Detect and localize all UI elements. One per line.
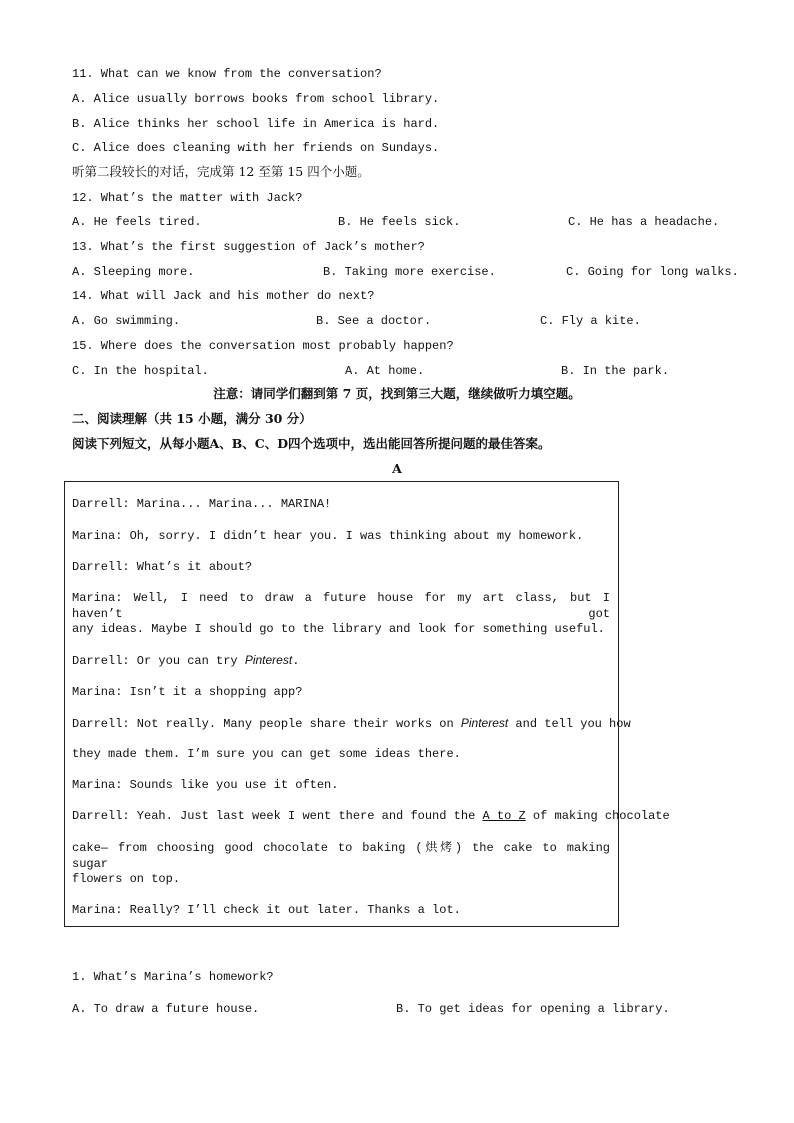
- notice-text: 注意：请同学们翻到第 7 页，找到第三大题，继续做听力填空题。: [213, 386, 581, 401]
- pinterest-italic: Pinterest: [244, 653, 293, 667]
- option-13c: C. Going for long walks.: [566, 265, 739, 279]
- reading-instruction: 阅读下列短文，从每小题A、B、C、D四个选项中，选出能回答所提问题的最佳答案。: [72, 436, 551, 451]
- passage-label: A: [392, 461, 402, 476]
- dialogue-line: [72, 652, 299, 669]
- option-12c: C. He has a headache.: [568, 215, 720, 229]
- option-13a: A. Sleeping more.: [72, 265, 195, 279]
- option-12a: A. He feels tired.: [72, 215, 202, 229]
- option-11b: B. Alice thinks her school life in America is hard.: [72, 117, 440, 131]
- question-13: 13. What’s the first suggestion of Jack’s mother?: [72, 240, 425, 254]
- dialogue-line: Marina: Isn’t it a shopping app?: [72, 685, 303, 699]
- dialogue-line: Marina: Well, I need to draw a future house for my art class, but I haven’t got: [72, 591, 610, 621]
- reading-heading: 二、阅读理解（共 15 小题，满分 30 分）: [72, 411, 312, 426]
- question-11: 11. What can we know from the conversation?: [72, 67, 382, 81]
- question-14: 14. What will Jack and his mother do next?: [72, 289, 375, 303]
- pinterest-italic: Pinterest: [460, 716, 509, 730]
- option-1b: B. To get ideas for opening a library.: [396, 1002, 670, 1016]
- option-14a: A. Go swimming.: [72, 314, 181, 328]
- dialogue-text: Darrell: Or you can try: [72, 654, 245, 668]
- dialogue-text: Darrell: Yeah. Just last week I went there and found the: [72, 809, 483, 823]
- option-15b: B. In the park.: [561, 364, 670, 378]
- option-14b: B. See a doctor.: [316, 314, 432, 328]
- option-15a: A. At home.: [345, 364, 425, 378]
- dialogue-text: .: [292, 654, 300, 668]
- option-14c: C. Fly a kite.: [540, 314, 641, 328]
- dialogue-line: [72, 715, 631, 732]
- dialogue-line: cake— from choosing good chocolate to baking (烘烤) the cake to making sugar: [72, 841, 610, 871]
- dialogue-text: of making chocolate: [525, 809, 670, 823]
- dialogue-line: Darrell: Marina... Marina... MARINA!: [72, 497, 332, 511]
- dialogue-box: [64, 481, 670, 927]
- dialogue-line: they made them. I’m sure you can get some ideas there.: [72, 747, 461, 761]
- question-15: 15. Where does the conversation most probably happen?: [72, 339, 454, 353]
- option-12b: B. He feels sick.: [338, 215, 461, 229]
- option-11a: A. Alice usually borrows books from school library.: [72, 92, 440, 106]
- underlined-phrase: A to Z: [482, 809, 526, 823]
- question-1: 1. What’s Marina’s homework?: [72, 970, 274, 984]
- dialogue-line: [72, 808, 670, 824]
- dialogue-text: and tell you how: [508, 717, 631, 731]
- option-11c: C. Alice does cleaning with her friends on Sundays.: [72, 141, 440, 155]
- dialogue-line: Marina: Oh, sorry. I didn’t hear you. I was thinking about my homework.: [72, 529, 584, 543]
- dialogue-line: flowers on top.: [72, 872, 181, 886]
- question-12: 12. What’s the matter with Jack?: [72, 191, 303, 205]
- option-1a: A. To draw a future house.: [72, 1002, 260, 1016]
- dialogue-line: Marina: Sounds like you use it often.: [72, 778, 339, 792]
- dialogue-text: Darrell: Not really. Many people share their works on: [72, 717, 461, 731]
- dialogue-line: any ideas. Maybe I should go to the library and look for something useful.: [72, 622, 605, 636]
- dialogue-line: Marina: Really? I’ll check it out later. Thanks a lot.: [72, 903, 461, 917]
- dialogue-line: Darrell: What’s it about?: [72, 560, 253, 574]
- option-13b: B. Taking more exercise.: [323, 265, 496, 279]
- option-15c: C. In the hospital.: [72, 364, 209, 378]
- section-instruction: 听第二段较长的对话，完成第 12 至第 15 四个小题。: [72, 164, 370, 179]
